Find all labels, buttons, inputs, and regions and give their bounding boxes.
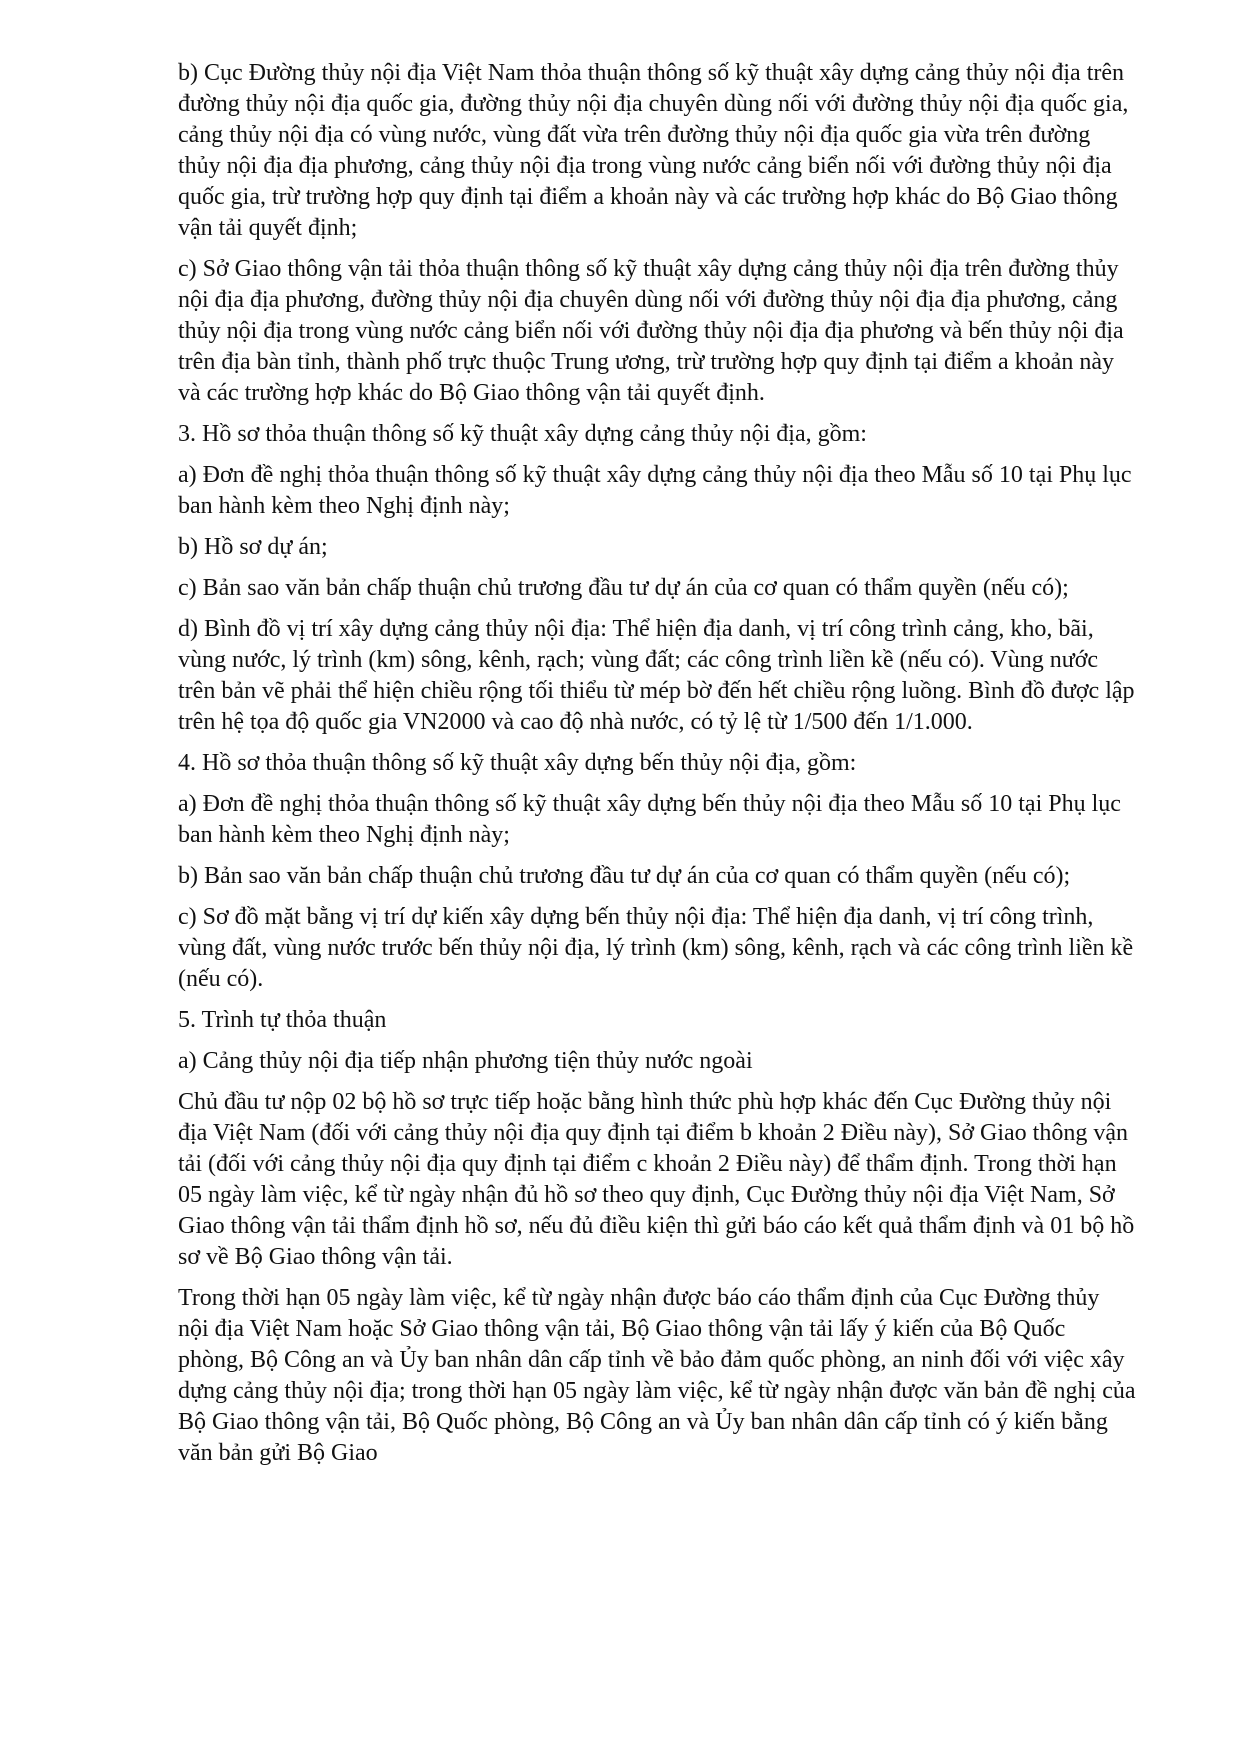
section-4-heading: 4. Hồ sơ thỏa thuận thông số kỹ thuật xây dựng bến thủy nội địa, gồm:: [178, 750, 857, 776]
section-3-heading: 3. Hồ sơ thỏa thuận thông số kỹ thuật xây dựng cảng thủy nội địa, gồm:: [178, 421, 867, 447]
paragraph-4a: a) Đơn đề nghị thỏa thuận thông số kỹ thuật xây dựng bến thủy nội địa theo Mẫu số 10 tại Phụ lục ban hành kèm theo Nghị định này;: [178, 791, 1121, 848]
paragraph-4b: b) Bản sao văn bản chấp thuận chủ trương đầu tư dự án của cơ quan có thẩm quyền (nếu có);: [178, 863, 1071, 889]
paragraph-2c: c) Sở Giao thông vận tải thỏa thuận thông số kỹ thuật xây dựng cảng thủy nội địa trên đường thủy nội địa địa phương, đường thủy nội địa chuyên dùng nối với đường thủy nội địa địa phương, cảng thủy nội địa trong vùng nước cảng biển nối với đường thủy nội địa địa phương và bến thủy nội địa trên địa bàn tỉnh, thành phố trực thuộc Trung ương, trừ trường hợp quy định tại điểm a khoản này và các trường hợp khác do Bộ Giao thông vận tải quyết định.: [178, 256, 1124, 406]
paragraph-3d: d) Bình đồ vị trí xây dựng cảng thủy nội địa: Thể hiện địa danh, vị trí công trình cảng, kho, bãi, vùng nước, lý trình (km) sông, kênh, rạch; vùng đất; các công trình liền kề (nếu có). Vùng nước trên bản vẽ phải thể hiện chiều rộng tối thiểu từ mép bờ đến hết chiều rộng luồng. Bình đồ được lập trên hệ tọa độ quốc gia VN2000 và cao độ nhà nước, có tỷ lệ từ 1/500 đến 1/1.000.: [178, 616, 1135, 735]
paragraph-5a-body-2: Trong thời hạn 05 ngày làm việc, kể từ ngày nhận được báo cáo thẩm định của Cục Đường thủy nội địa Việt Nam hoặc Sở Giao thông vận tải, Bộ Giao thông vận tải lấy ý kiến của Bộ Quốc phòng, Bộ Công an và Ủy ban nhân dân cấp tỉnh về bảo đảm quốc phòng, an ninh đối với việc xây dựng cảng thủy nội địa; trong thời hạn 05 ngày làm việc, kể từ ngày nhận được văn bản đề nghị của Bộ Giao thông vận tải, Bộ Quốc phòng, Bộ Công an và Ủy ban nhân dân cấp tỉnh có ý kiến bằng văn bản gửi Bộ Giao: [178, 1285, 1136, 1466]
paragraph-4c: c) Sơ đồ mặt bằng vị trí dự kiến xây dựng bến thủy nội địa: Thể hiện địa danh, vị trí công trình, vùng đất, vùng nước trước bến thủy nội địa, lý trình (km) sông, kênh, rạch và các công trình liền kề (nếu có).: [178, 904, 1134, 992]
paragraph-3b: b) Hồ sơ dự án;: [178, 534, 328, 560]
section-5-heading: 5. Trình tự thỏa thuận: [178, 1007, 387, 1033]
paragraph-5a: a) Cảng thủy nội địa tiếp nhận phương tiện thủy nước ngoài: [178, 1048, 753, 1074]
paragraph-3a: a) Đơn đề nghị thỏa thuận thông số kỹ thuật xây dựng cảng thủy nội địa theo Mẫu số 10 tại Phụ lục ban hành kèm theo Nghị định này;: [178, 462, 1132, 519]
paragraph-2b: b) Cục Đường thủy nội địa Việt Nam thỏa thuận thông số kỹ thuật xây dựng cảng thủy nội địa trên đường thủy nội địa quốc gia, đường thủy nội địa chuyên dùng nối với đường thủy nội địa quốc gia, cảng thủy nội địa có vùng nước, vùng đất vừa trên đường thủy nội địa quốc gia vừa trên đường thủy nội địa địa phương, cảng thủy nội địa trong vùng nước cảng biển nối với đường thủy nội địa quốc gia, trừ trường hợp quy định tại điểm a khoản này và các trường hợp khác do Bộ Giao thông vận tải quyết định;: [178, 60, 1129, 241]
paragraph-3c: c) Bản sao văn bản chấp thuận chủ trương đầu tư dự án của cơ quan có thẩm quyền (nếu có);: [178, 575, 1069, 601]
paragraph-5a-body-1: Chủ đầu tư nộp 02 bộ hồ sơ trực tiếp hoặc bằng hình thức phù hợp khác đến Cục Đường thủy nội địa Việt Nam (đối với cảng thủy nội địa quy định tại điểm b khoản 2 Điều này), Sở Giao thông vận tải (đối với cảng thủy nội địa quy định tại điểm c khoản 2 Điều này) để thẩm định. Trong thời hạn 05 ngày làm việc, kể từ ngày nhận đủ hồ sơ theo quy định, Cục Đường thủy nội địa Việt Nam, Sở Giao thông vận tải thẩm định hồ sơ, nếu đủ điều kiện thì gửi báo cáo kết quả thẩm định và 01 bộ hồ sơ về Bộ Giao thông vận tải.: [178, 1089, 1135, 1270]
document-page: [178, 58, 1136, 1479]
